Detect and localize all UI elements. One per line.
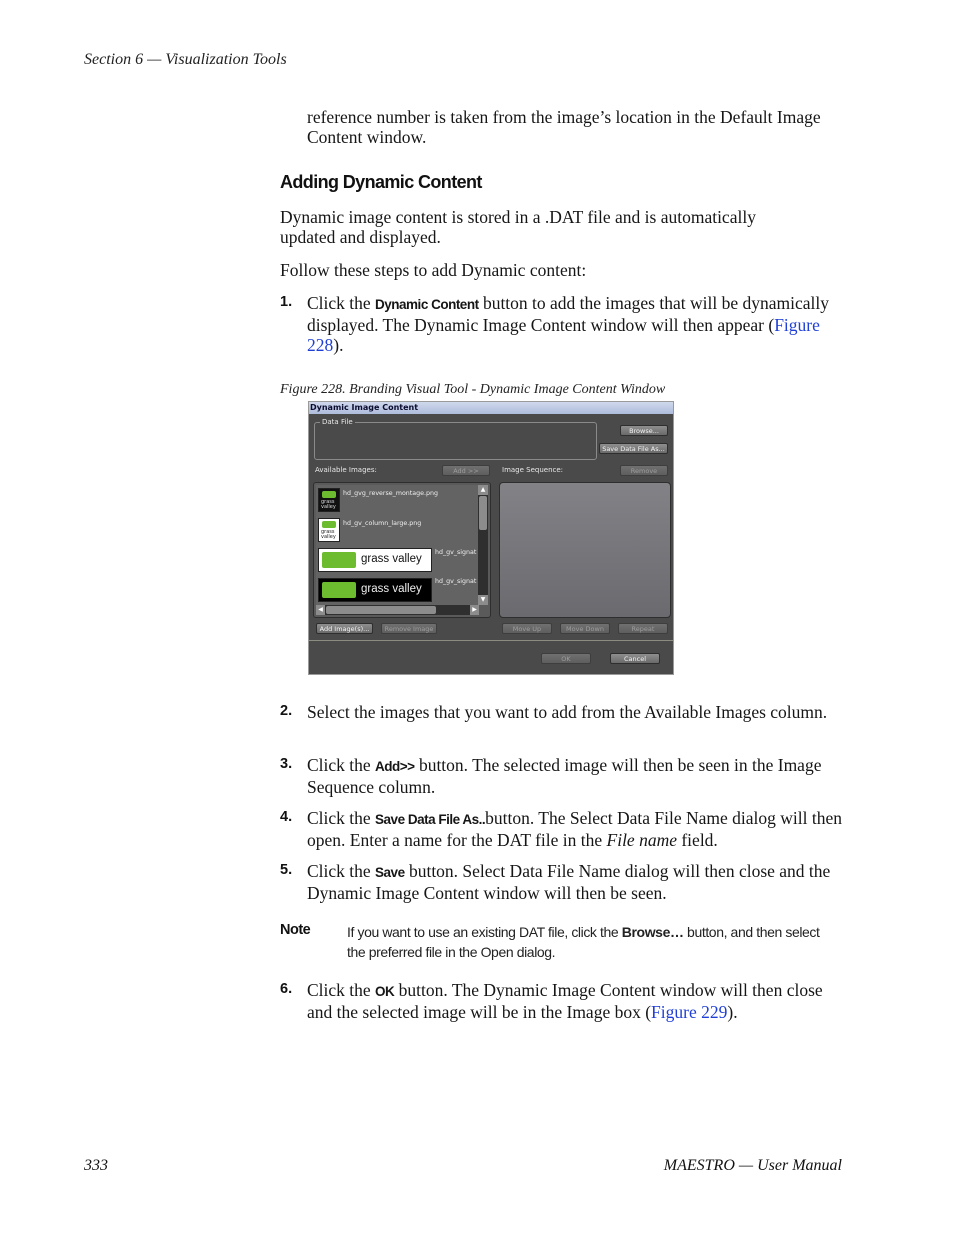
save-data-file-as-button[interactable]: Save Data File As... — [599, 443, 668, 454]
section-paragraph-1: Dynamic image content is stored in a .DAT file and is automatically updated and displayed. — [280, 207, 756, 247]
note-label: Note — [280, 922, 311, 938]
step-number: 3. — [280, 756, 293, 772]
ui-term: Save — [375, 865, 405, 880]
step-text-post: button. The Dynamic Image Content window will then close and the selected image will be in the Image box ( — [307, 980, 823, 1022]
list-item-name: hd_gvg_reverse_montage.png — [343, 490, 438, 497]
ui-term: Save Data File As.. — [375, 812, 486, 827]
gv-logo-thumbnail: grass valley — [318, 578, 432, 602]
remove-image-button[interactable]: Remove Image — [381, 623, 437, 634]
scroll-down-icon[interactable]: ▼ — [478, 595, 488, 605]
step-text — [307, 755, 847, 797]
remove-button[interactable]: Remove — [620, 465, 668, 476]
image-sequence-label: Image Sequence: — [502, 466, 564, 474]
step-text-pre: Click the — [307, 293, 376, 313]
step-number: 6. — [280, 981, 293, 997]
step-text — [307, 808, 847, 850]
section-paragraph-2: Follow these steps to add Dynamic content: — [280, 260, 587, 280]
step-text: Select the images that you want to add from the Available Images column. — [307, 702, 828, 722]
step-text-post: button. Select Data File Name dialog will then close and the Dynamic Image Content window will then be seen. — [307, 861, 831, 903]
ui-term: Browse… — [621, 924, 684, 940]
note-text — [347, 922, 827, 962]
image-sequence-list[interactable] — [499, 482, 671, 618]
browse-button[interactable]: Browse... — [620, 425, 668, 436]
scroll-right-icon[interactable]: ▶ — [470, 605, 479, 615]
vertical-scrollbar[interactable] — [478, 485, 488, 605]
gv-logo-thumbnail: grass valley — [318, 518, 340, 542]
note-text-post: button, and then select the preferred file in the Open dialog. — [347, 924, 820, 960]
data-file-field[interactable] — [314, 418, 597, 460]
add-images-button[interactable]: Add Image(s)... — [316, 623, 373, 634]
step-text-post: button to add the images that will be dynamically displayed. The Dynamic Image Content window will then appear ( — [307, 293, 829, 335]
move-down-button[interactable]: Move Down — [560, 623, 610, 634]
running-head: Section 6 — Visualization Tools — [84, 51, 287, 68]
step-text — [307, 861, 847, 903]
step-number: 4. — [280, 809, 293, 825]
intro-continuation: reference number is taken from the image’s location in the Default Image Content window. — [307, 107, 821, 147]
step-text-post: button. The Select Data File Name dialog will then open. Enter a name for the DAT file in the — [307, 808, 842, 850]
horizontal-scrollbar[interactable] — [316, 605, 479, 615]
step-text — [307, 980, 847, 1022]
step-text-tail: field. — [676, 830, 718, 850]
section-heading: Adding Dynamic Content — [280, 172, 482, 192]
figure-caption: Figure 228. Branding Visual Tool - Dynamic Image Content Window — [280, 382, 666, 397]
field-name-term: File name — [606, 830, 677, 850]
data-file-legend: Data File — [322, 418, 353, 426]
add-button[interactable]: Add >> — [442, 465, 490, 476]
step-text-pre: Click the — [307, 980, 376, 1000]
dialog-separator — [309, 640, 673, 641]
repeat-button[interactable]: Repeat — [618, 623, 668, 634]
ui-term: OK — [375, 984, 395, 999]
figure-229-link[interactable]: Figure 229 — [651, 1002, 728, 1022]
ui-term: Dynamic Content — [375, 297, 479, 312]
move-up-button[interactable]: Move Up — [502, 623, 552, 634]
ok-button[interactable]: OK — [541, 653, 591, 664]
scroll-thumb[interactable] — [326, 606, 436, 614]
gv-logo-thumbnail: grass valley — [318, 548, 432, 572]
step-number: 5. — [280, 862, 293, 878]
step-number: 1. — [280, 294, 293, 310]
list-item-name: hd_gv_column_large.png — [343, 520, 422, 527]
footer-title: MAESTRO — User Manual — [663, 1157, 842, 1174]
scroll-thumb[interactable] — [479, 496, 487, 530]
note-text-pre: If you want to use an existing DAT file, click the — [347, 924, 622, 940]
step-text-tail: ). — [727, 1002, 738, 1022]
cancel-button[interactable]: Cancel — [610, 653, 660, 664]
gv-logo-thumbnail: grass valley — [318, 488, 340, 512]
ui-term: Add>> — [375, 759, 415, 774]
step-text-post: button. The selected image will then be seen in the Image Sequence column. — [307, 755, 822, 797]
list-item-name: hd_gv_signat — [435, 578, 477, 585]
list-item-name: hd_gv_signat — [435, 549, 477, 556]
step-text-pre: Click the — [307, 861, 376, 881]
dialog-title: Dynamic Image Content — [309, 402, 673, 414]
step-text-tail: ). — [333, 335, 344, 355]
step-number: 2. — [280, 703, 293, 719]
step-text — [307, 293, 847, 355]
scroll-up-icon[interactable]: ▲ — [478, 485, 488, 495]
step-text-pre: Click the — [307, 755, 376, 775]
step-text-pre: Click the — [307, 808, 376, 828]
available-images-label: Available Images: — [315, 466, 377, 474]
dynamic-image-content-dialog — [308, 401, 674, 675]
scroll-left-icon[interactable]: ◀ — [316, 605, 325, 615]
available-images-list[interactable] — [313, 482, 491, 618]
figure-228-link[interactable]: Figure 228 — [307, 315, 820, 355]
page-number: 333 — [84, 1157, 108, 1174]
